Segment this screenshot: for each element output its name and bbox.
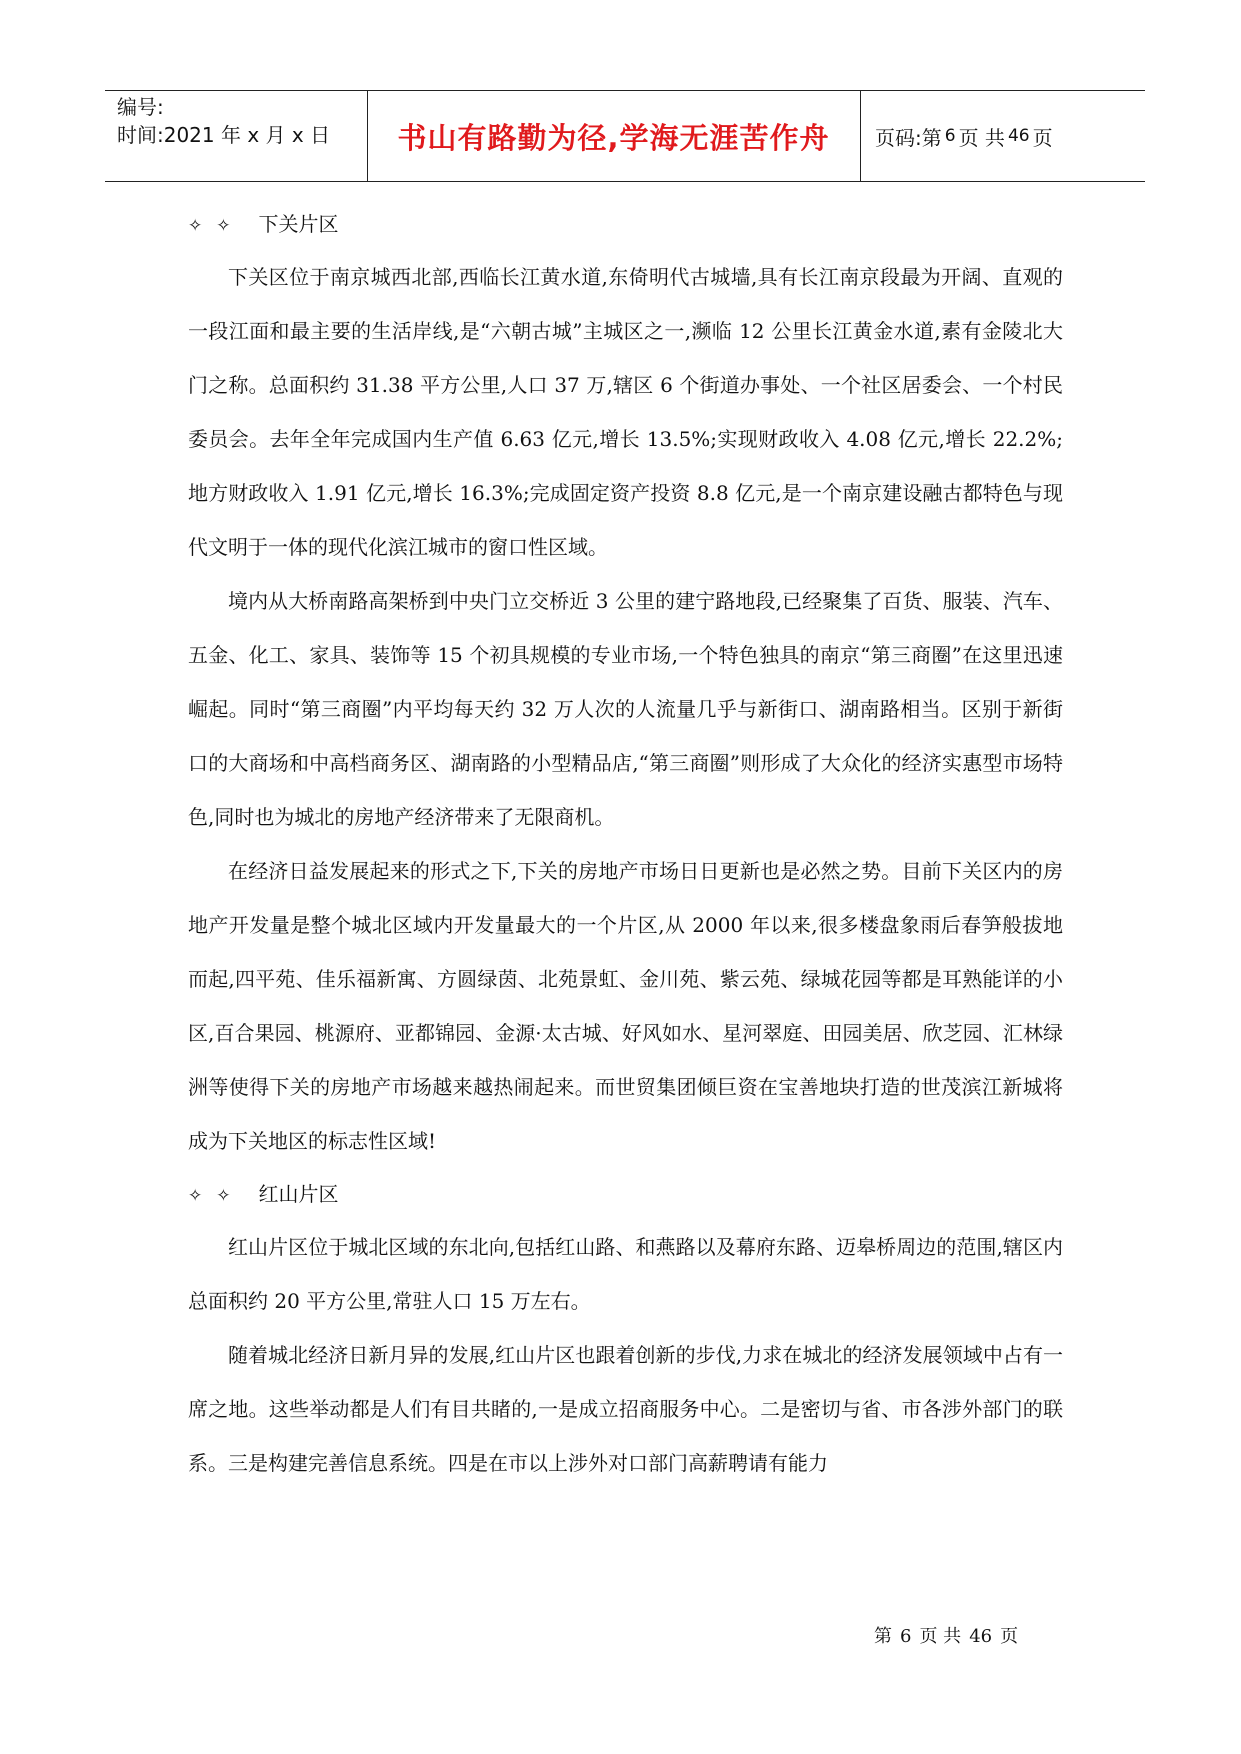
sparkle-icon: ✧: [188, 216, 203, 236]
sparkle-icon: ✧: [216, 216, 231, 236]
paragraph: 红山片区位于城北区域的东北向,包括红山路、和燕路以及幕府东路、迈皋桥周边的范围,辖区内总面积约 20 平方公里,常驻人口 15 万左右。: [188, 1235, 1063, 1313]
footer-suffix: 页: [1000, 1626, 1019, 1647]
section-title: 红山片区: [258, 1182, 339, 1206]
number-label: 编号:: [117, 95, 164, 119]
footer-mid: 页 共: [919, 1626, 962, 1647]
page-footer: [874, 1622, 1026, 1648]
page-header: [105, 90, 1145, 182]
paragraph: 随着城北经济日新月异的发展,红山片区也跟着创新的步伐,力求在城北的经济发展领域中占有一席之地。这些举动都是人们有目共睹的,一是成立招商服务中心。二是密切与省、市各涉外部门的联系。三是构建完善信息系统。四是在市以上涉外对口部门高薪聘请有能力: [188, 1343, 1063, 1475]
page-mid: 页 共: [958, 125, 1005, 150]
section-heading: [188, 198, 1063, 250]
footer-page: 6: [900, 1626, 912, 1647]
document-body: [188, 198, 1063, 1490]
header-meta: [117, 93, 367, 149]
sparkle-icon: ✧: [188, 1186, 203, 1206]
page-suffix: 页: [1032, 125, 1053, 150]
time-label: 时间:2021 年 x 月 x 日: [117, 123, 331, 147]
page-prefix: 页码:第: [875, 125, 942, 150]
header-divider: [860, 91, 861, 181]
motto: 书山有路勤为径,学海无涯苦作舟: [397, 120, 830, 155]
paragraph: 在经济日益发展起来的形式之下,下关的房地产市场日日更新也是必然之势。目前下关区内的房地产开发量是整个城北区域内开发量最大的一个片区,从 2000 年以来,很多楼盘象雨后春笋般拔地而起,四平苑、佳乐福新寓、方圆绿茵、北苑景虹、金川苑、紫云苑、绿城花园等都是耳熟能详的小区,百合果园、桃源府、亚都锦园、金源·太古城、好风如水、星河翠庭、田园美居、欣芝园、汇林绿洲等使得下关的房地产市场越来越热闹起来。而世贸集团倾巨资在宝善地块打造的世茂滨江新城将成为下关地区的标志性区域!: [188, 859, 1063, 1153]
header-page-info: [875, 91, 1145, 181]
footer-prefix: 第: [874, 1626, 892, 1647]
page-number: 6: [944, 126, 956, 146]
paragraph: 境内从大桥南路高架桥到中央门立交桥近 3 公里的建宁路地段,已经聚集了百货、服装、汽车、五金、化工、家具、装饰等 15 个初具规模的专业市场,一个特色独具的南京“第三商圈”在这里迅速崛起。同时“第三商圈”内平均每天约 32 万人次的人流量几乎与新街口、湖南路相当。区别于新街口的大商场和中高档商务区、湖南路的小型精品店,“第三商圈”则形成了大众化的经济实惠型市场特色,同时也为城北的房地产经济带来了无限商机。: [188, 589, 1063, 829]
section-heading: [188, 1168, 1063, 1220]
footer-total: 46: [969, 1626, 993, 1647]
page-total: 46: [1007, 126, 1030, 146]
section-title: 下关片区: [258, 212, 339, 236]
sparkle-icon: ✧: [216, 1186, 231, 1206]
paragraph: 下关区位于南京城西北部,西临长江黄水道,东倚明代古城墙,具有长江南京段最为开阔、直观的一段江面和最主要的生活岸线,是“六朝古城”主城区之一,濒临 12 公里长江黄金水道,素有金陵北大门之称。总面积约 31.38 平方公里,人口 37 万,辖区 6 个街道办事处、一个社区居委会、一个村民委员会。去年全年完成国内生产值 6.63 亿元,增长 13.5%;实现财政收入 4.08 亿元,增长 22.2%;地方财政收入 1.91 亿元,增长 16.3%;完成固定资产投资 8.8 亿元,是一个南京建设融古都特色与现代文明于一体的现代化滨江城市的窗口性区域。: [188, 265, 1063, 559]
header-motto-cell: [367, 91, 860, 181]
